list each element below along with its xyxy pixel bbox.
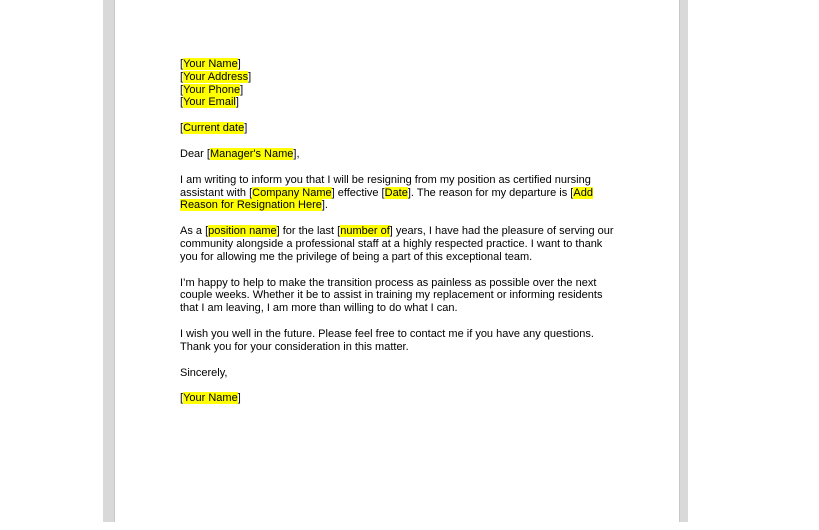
signature-line: [Your Name] (180, 392, 241, 405)
right-gutter (680, 0, 688, 522)
paragraph-2 (180, 225, 620, 263)
effective-date[interactable]: Date (384, 186, 408, 199)
greeting-prefix: Dear [ (180, 147, 210, 160)
sender-email[interactable]: Your Email (183, 96, 236, 109)
company-name[interactable]: Company Name (252, 186, 332, 199)
closing: Sincerely, (180, 366, 228, 379)
p1-text-2: ] effective [ (331, 186, 385, 199)
paragraph-1 (180, 174, 620, 212)
p1-text-3: ]. The reason for my departure is [ (407, 186, 574, 199)
p2-text-2: ] for the last [ (276, 225, 341, 238)
current-date[interactable]: Current date (183, 122, 245, 135)
p2-text-1: As a [ (180, 225, 209, 238)
sender-address[interactable]: Your Address (183, 70, 249, 83)
sender-block: [Your Name] [Your Address] [Your Phone] [Your Email] (180, 58, 252, 109)
p1-text-1: I am writing to inform you that I will be resigning from my position as certified nursing assistant with [ (180, 173, 591, 199)
paragraph-3: I’m happy to help to make the transition process as painless as possible over the next couple weeks. Whether it be to assist in training my replacement or informing residents that I am leaving, I am more than willing to do what I can. (180, 276, 603, 315)
position-name[interactable]: position name (208, 225, 277, 238)
signature-name[interactable]: Your Name (183, 392, 238, 405)
resignation-reason[interactable]: Add Reason for Resignation Here (180, 186, 593, 212)
p2-text-3: ] years, I have had the pleasure of serving our community alongside a professional staff at a highly respected practice. I want to thank you for allowing me the privilege of being a part of this exceptional team. (180, 225, 614, 263)
sender-name[interactable]: Your Name (183, 58, 238, 70)
left-gutter (103, 0, 114, 522)
years-number[interactable]: number of (340, 225, 390, 238)
letter-body (180, 58, 620, 418)
p1-text-4: ]. (321, 199, 328, 212)
sender-phone[interactable]: Your Phone (183, 83, 241, 96)
date-line: [Current date] (180, 122, 248, 135)
manager-name[interactable]: Manager's Name (209, 147, 294, 160)
greeting (180, 148, 620, 161)
greeting-suffix: ], (293, 147, 300, 160)
paragraph-4: I wish you well in the future. Please feel free to contact me if you have any questions. Thank you for your consideration in this matter. (180, 327, 594, 353)
